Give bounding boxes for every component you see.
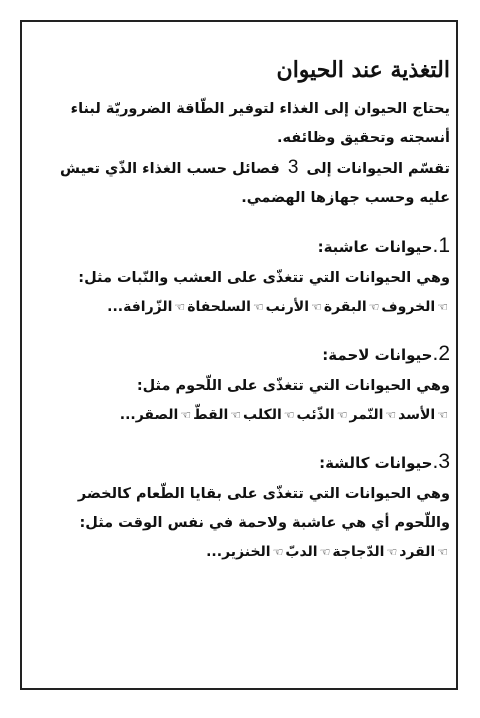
section-heading-text: حيوانات عاشبة: — [317, 238, 433, 256]
section-number: 1. — [432, 234, 450, 257]
pointing-hand-icon: ☜ — [437, 300, 448, 314]
pointing-hand-icon: ☜ — [283, 408, 295, 422]
intro-line: يحتاج الحيوان إلى الغذاء لتوفير الطّاقة الضروريّة لبناء — [70, 101, 450, 117]
section-description: وهي الحيوانات التي تتغذّى على اللّحوم مثل: — [136, 378, 450, 394]
section-number: 2. — [432, 342, 450, 365]
intro-line — [30, 153, 450, 184]
section-heading — [30, 231, 450, 262]
section-description: وهي الحيوانات التي تتغذّى على العشب والنّبات مثل: — [78, 270, 450, 286]
examples-list — [30, 293, 450, 321]
example-item: الصقر... — [119, 407, 179, 423]
page-title: التغذية عند الحيوان — [276, 57, 450, 83]
example-item: الدبّ — [285, 544, 318, 560]
pointing-hand-icon: ☜ — [386, 545, 398, 559]
pointing-hand-icon: ☜ — [385, 408, 397, 422]
example-item: النّمر — [349, 407, 384, 423]
example-item: الكلب — [243, 407, 282, 423]
categories-count: 3 — [287, 157, 299, 178]
example-item: البقرة — [323, 299, 367, 315]
sections-list — [30, 231, 450, 566]
example-item: الأسد — [398, 407, 436, 423]
section-heading-text: حيوانات كالشة: — [319, 454, 433, 472]
example-item: القطّ — [193, 407, 229, 423]
intro-paragraph — [30, 95, 450, 213]
intro-line: عليه وحسب جهازها الهضمي. — [241, 190, 450, 206]
pointing-hand-icon: ☜ — [230, 408, 242, 422]
section-number: 3. — [432, 450, 450, 473]
pointing-hand-icon: ☜ — [180, 408, 192, 422]
section-2 — [30, 339, 450, 429]
example-item: الخنزير... — [206, 544, 271, 560]
pointing-hand-icon: ☜ — [437, 408, 448, 422]
section-heading — [30, 447, 450, 478]
section-3 — [30, 447, 450, 566]
example-item: القرد — [399, 544, 436, 560]
examples-list — [30, 401, 450, 429]
intro-text: فصائل حسب الغذاء الذّي تعيش — [59, 161, 280, 177]
example-item: الخروف — [381, 299, 436, 315]
section-heading-text: حيوانات لاحمة: — [322, 346, 433, 364]
pointing-hand-icon: ☜ — [174, 300, 186, 314]
example-item: السلحفاة — [187, 299, 251, 315]
pointing-hand-icon: ☜ — [252, 300, 264, 314]
examples-list — [30, 538, 450, 566]
example-item: الدّجاجة — [332, 544, 385, 560]
section-description: وهي الحيوانات التي تتغذّى على بقايا الطّعام كالخضر — [77, 486, 450, 502]
pointing-hand-icon: ☜ — [272, 545, 284, 559]
section-heading — [30, 339, 450, 370]
section-description: واللّحوم أي هي عاشبة ولاحمة في نفس الوقت مثل: — [79, 515, 450, 531]
pointing-hand-icon: ☜ — [311, 300, 322, 314]
intro-line: أنسجته وتحقيق وظائفه. — [276, 130, 450, 146]
pointing-hand-icon: ☜ — [437, 545, 448, 559]
example-item: الذّئب — [296, 407, 335, 423]
example-item: الزّرافة... — [107, 299, 173, 315]
section-1 — [30, 231, 450, 321]
pointing-hand-icon: ☜ — [368, 300, 380, 314]
document-content — [30, 55, 450, 566]
example-item: الأرنب — [265, 299, 310, 315]
pointing-hand-icon: ☜ — [336, 408, 348, 422]
pointing-hand-icon: ☜ — [319, 545, 331, 559]
intro-text: تقسّم الحيوانات إلى — [306, 161, 450, 177]
